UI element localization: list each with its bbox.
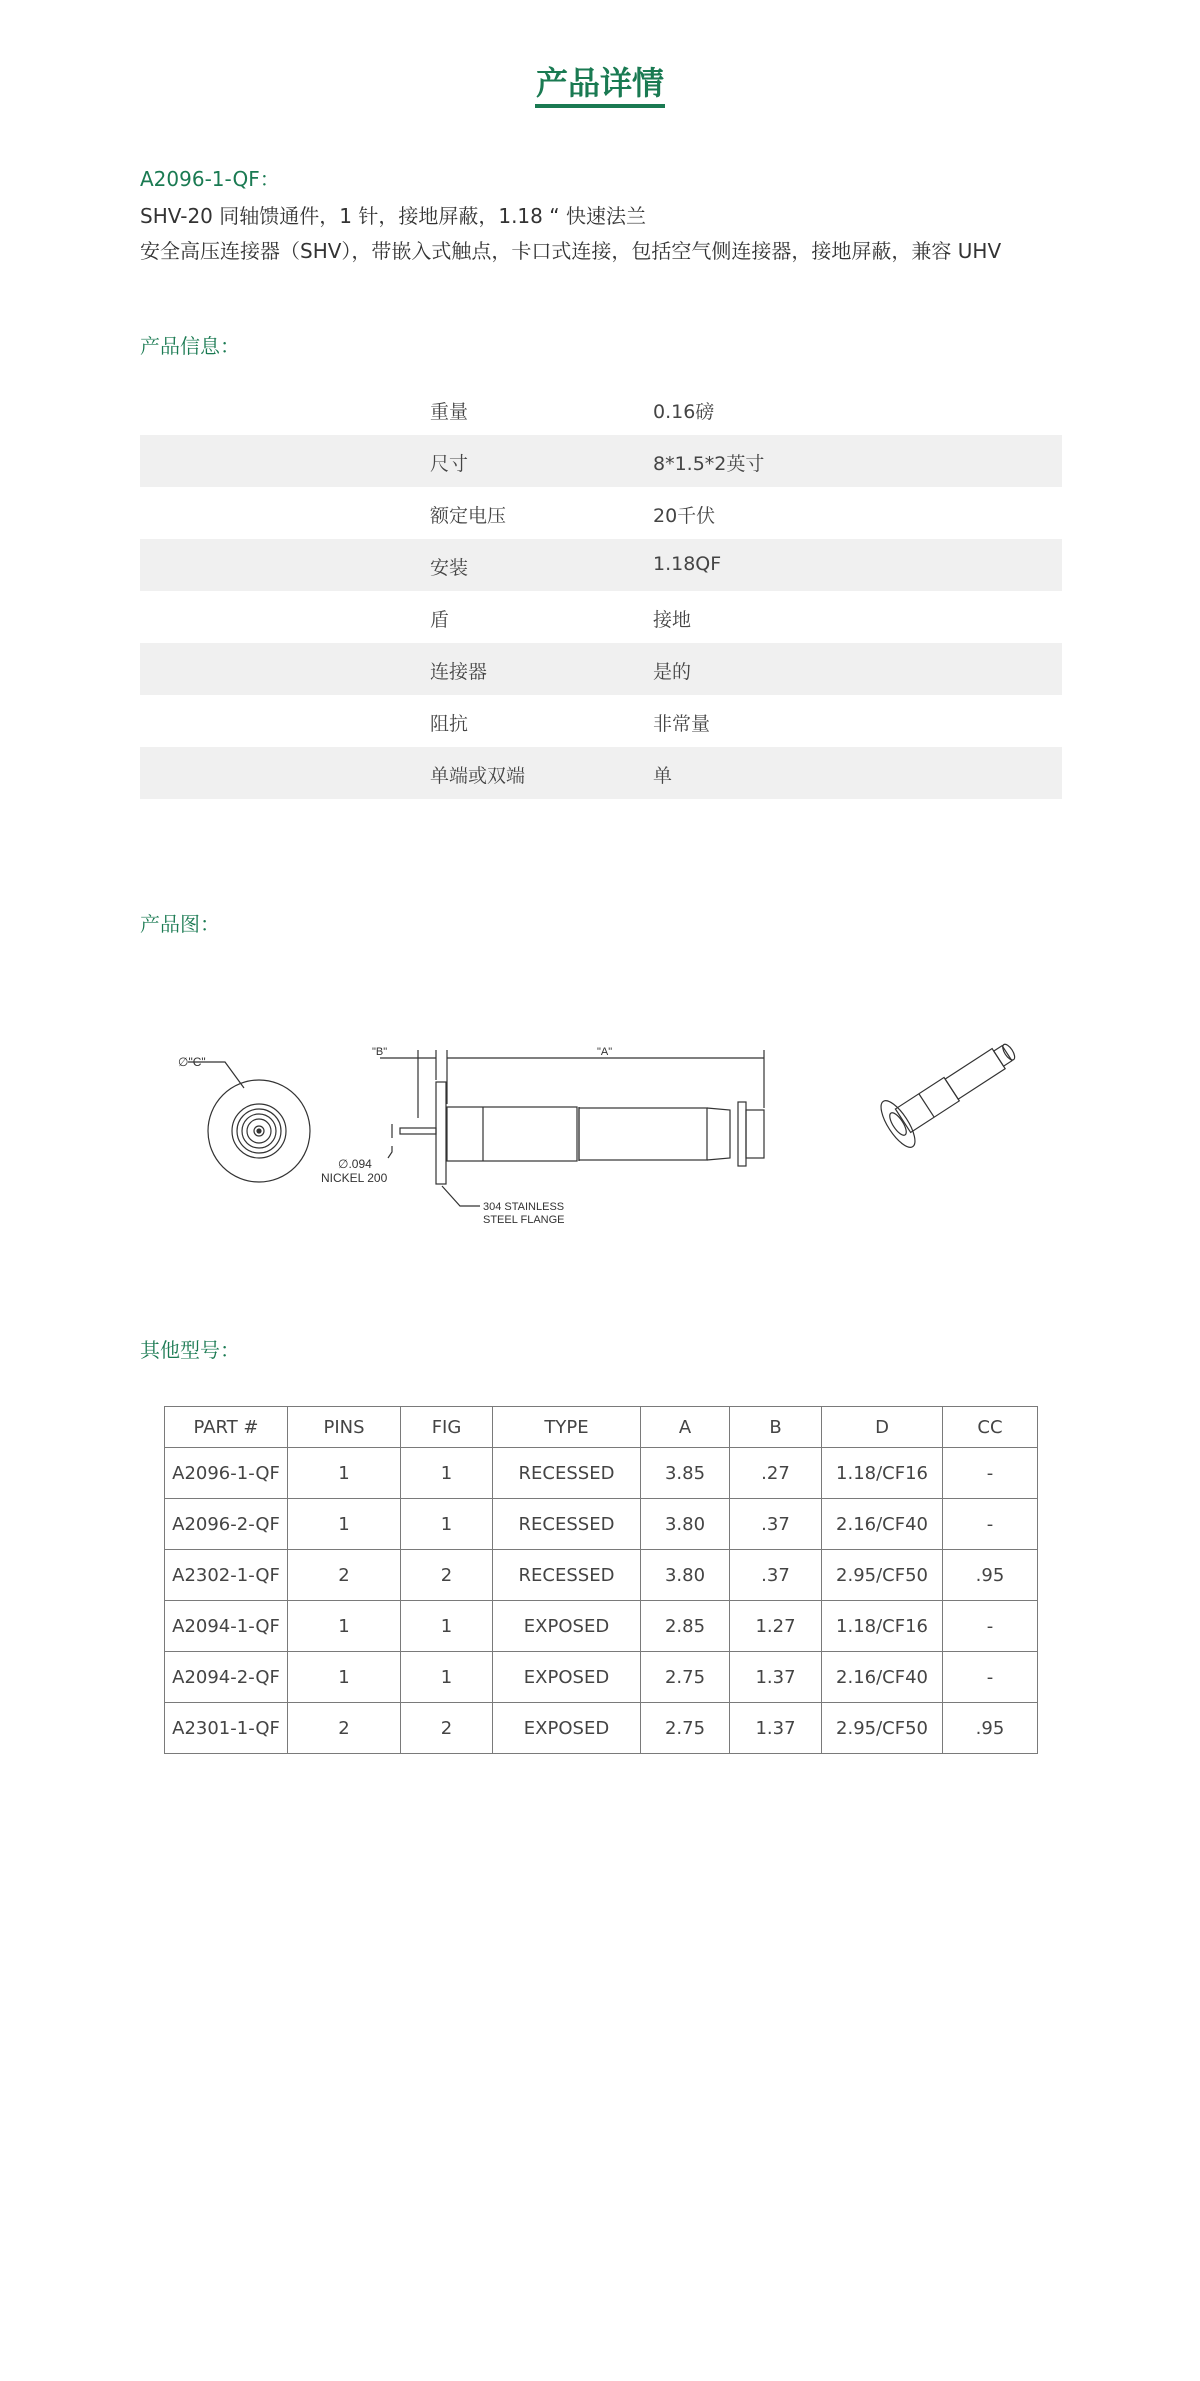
dim-a-label: "A" xyxy=(597,1046,613,1058)
table-cell: 2.75 xyxy=(641,1703,730,1754)
info-key: 尺寸 xyxy=(430,453,469,475)
table-row xyxy=(165,1601,1038,1652)
table-cell: 2 xyxy=(401,1703,493,1754)
table-cell: 1.18/CF16 xyxy=(822,1601,943,1652)
table-cell: 2.16/CF40 xyxy=(822,1499,943,1550)
info-key: 单端或双端 xyxy=(430,765,526,787)
table-cell: A2096-1-QF xyxy=(165,1448,288,1499)
info-key: 重量 xyxy=(430,401,469,423)
other-models-table xyxy=(164,1406,1038,1754)
table-cell: 3.85 xyxy=(641,1448,730,1499)
table-cell: EXPOSED xyxy=(493,1703,641,1754)
table-cell: .95 xyxy=(943,1703,1038,1754)
table-cell: - xyxy=(943,1448,1038,1499)
table-row xyxy=(165,1703,1038,1754)
front-view xyxy=(188,1062,310,1182)
info-row-shield xyxy=(140,591,1062,643)
table-cell: .27 xyxy=(730,1448,822,1499)
table-cell: .37 xyxy=(730,1499,822,1550)
table-cell: 1 xyxy=(288,1652,401,1703)
table-row xyxy=(165,1550,1038,1601)
table-cell: A2094-1-QF xyxy=(165,1601,288,1652)
table-cell: - xyxy=(943,1601,1038,1652)
table-cell: 1.27 xyxy=(730,1601,822,1652)
product-info-label: 产品信息： xyxy=(140,334,240,358)
table-cell: .37 xyxy=(730,1550,822,1601)
table-cell: .95 xyxy=(943,1550,1038,1601)
info-key: 阻抗 xyxy=(430,713,469,735)
table-cell: 3.80 xyxy=(641,1550,730,1601)
table-cell: 3.80 xyxy=(641,1499,730,1550)
pin-material-label: NICKEL 200 xyxy=(321,1171,388,1185)
flange-label-1: 304 STAINLESS xyxy=(483,1201,565,1213)
page-title: 产品详情 xyxy=(535,64,664,102)
pin-diameter-label: ∅.094 xyxy=(338,1157,372,1171)
table-cell: EXPOSED xyxy=(493,1601,641,1652)
info-key: 盾 xyxy=(430,609,450,631)
table-cell: A2302-1-QF xyxy=(165,1550,288,1601)
table-cell: 1 xyxy=(288,1448,401,1499)
table-cell: 1.37 xyxy=(730,1652,822,1703)
table-cell: 2.75 xyxy=(641,1652,730,1703)
info-value: 8*1.5*2英寸 xyxy=(653,453,765,475)
table-row xyxy=(165,1499,1038,1550)
table-cell: A2094-2-QF xyxy=(165,1652,288,1703)
info-row-ended xyxy=(140,747,1062,799)
info-row-weight xyxy=(140,383,1062,435)
table-cell: 2 xyxy=(401,1550,493,1601)
table-cell: RECESSED xyxy=(493,1448,641,1499)
table-cell: RECESSED xyxy=(493,1499,641,1550)
info-value: 20千伏 xyxy=(653,505,716,527)
table-cell: - xyxy=(943,1652,1038,1703)
table-cell: 1.37 xyxy=(730,1703,822,1754)
table-cell: EXPOSED xyxy=(493,1652,641,1703)
info-value: 接地 xyxy=(653,609,692,631)
title-underline xyxy=(535,104,665,108)
info-row-size xyxy=(140,435,1062,487)
column-header: PART # xyxy=(165,1407,288,1448)
column-header: FIG xyxy=(401,1407,493,1448)
info-key: 连接器 xyxy=(430,661,488,683)
flange-label-2: STEEL FLANGE xyxy=(483,1214,565,1226)
product-info-table xyxy=(140,383,1062,799)
info-row-connector xyxy=(140,643,1062,695)
info-key: 额定电压 xyxy=(430,505,507,527)
table-cell: 1 xyxy=(401,1448,493,1499)
model-code: A2096-1-QF： xyxy=(140,167,280,191)
column-header: D xyxy=(822,1407,943,1448)
table-cell: A2096-2-QF xyxy=(165,1499,288,1550)
column-header: TYPE xyxy=(493,1407,641,1448)
info-value: 0.16磅 xyxy=(653,401,715,423)
table-cell: 1.18/CF16 xyxy=(822,1448,943,1499)
info-value: 非常量 xyxy=(653,713,711,735)
info-key: 安装 xyxy=(430,557,469,579)
dim-c-label: ∅"C" xyxy=(178,1055,206,1069)
table-header-row xyxy=(165,1407,1038,1448)
column-header: CC xyxy=(943,1407,1038,1448)
column-header: PINS xyxy=(288,1407,401,1448)
table-cell: 2.85 xyxy=(641,1601,730,1652)
table-row xyxy=(165,1448,1038,1499)
table-cell: 1 xyxy=(401,1601,493,1652)
info-value: 是的 xyxy=(653,661,692,683)
dim-b-label: "B" xyxy=(372,1046,388,1058)
table-cell: 1 xyxy=(288,1601,401,1652)
table-row xyxy=(165,1652,1038,1703)
table-cell: A2301-1-QF xyxy=(165,1703,288,1754)
description-line-2: 安全高压连接器（SHV），带嵌入式触点，卡口式连接，包括空气侧连接器，接地屏蔽，兼容 UHV xyxy=(140,239,1002,263)
table-cell: RECESSED xyxy=(493,1550,641,1601)
column-header: A xyxy=(641,1407,730,1448)
info-row-rated-voltage xyxy=(140,487,1062,539)
description-line-1: SHV-20 同轴馈通件，1 针，接地屏蔽，1.18 “ 快速法兰 xyxy=(140,204,646,228)
info-value: 单 xyxy=(653,765,673,787)
table-cell: 1 xyxy=(401,1652,493,1703)
info-value: 1.18QF xyxy=(653,553,722,575)
table-cell: 2 xyxy=(288,1550,401,1601)
table-cell: 2.95/CF50 xyxy=(822,1550,943,1601)
other-models-label: 其他型号： xyxy=(140,1338,240,1362)
info-row-mounting xyxy=(140,539,1062,591)
table-cell: 2.95/CF50 xyxy=(822,1703,943,1754)
table-cell: 1 xyxy=(401,1499,493,1550)
table-cell: 2.16/CF40 xyxy=(822,1652,943,1703)
column-header: B xyxy=(730,1407,822,1448)
table-cell: - xyxy=(943,1499,1038,1550)
table-cell: 1 xyxy=(288,1499,401,1550)
product-drawing xyxy=(160,1000,1040,1260)
info-row-impedance xyxy=(140,695,1062,747)
product-drawing-label: 产品图： xyxy=(140,912,220,936)
side-view xyxy=(380,1050,764,1206)
table-cell: 2 xyxy=(288,1703,401,1754)
isometric-view xyxy=(875,1027,1027,1152)
